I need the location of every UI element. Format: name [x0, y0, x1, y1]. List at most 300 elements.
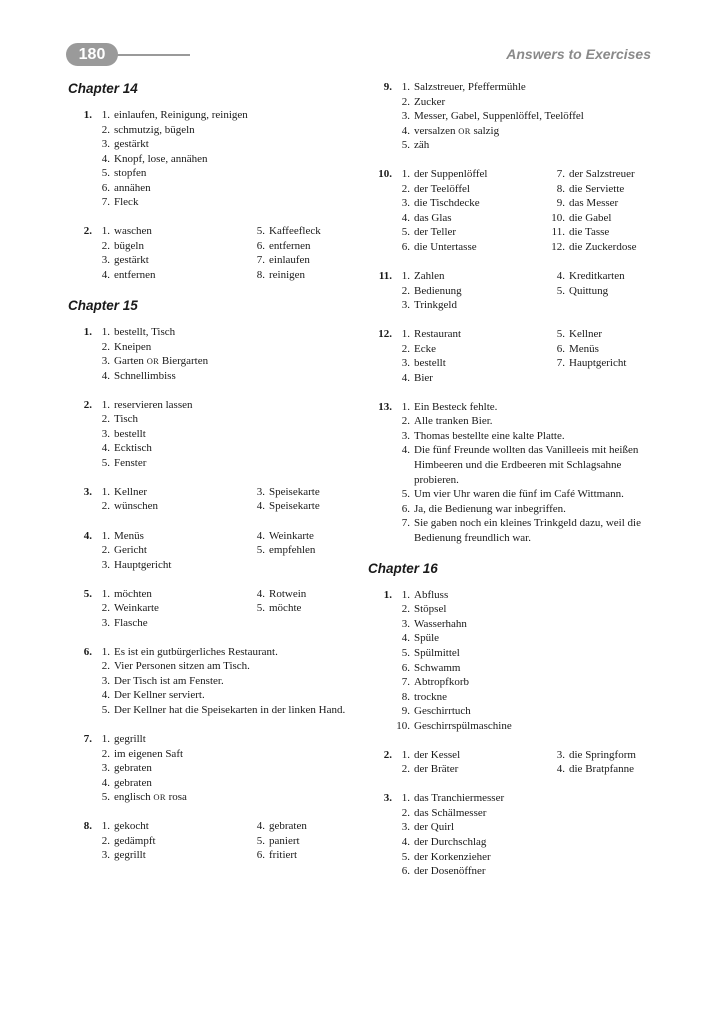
answer-item — [366, 602, 656, 617]
answer-text: Geschirrspülmaschine — [414, 719, 512, 732]
answer-text: Spülmittel — [414, 647, 460, 659]
answer-number: 5. — [101, 704, 110, 716]
exercise — [66, 529, 356, 573]
answer-item — [366, 631, 656, 646]
answer-text: das Messer — [569, 197, 619, 210]
answer-item — [366, 443, 656, 487]
answer-number: 2. — [401, 415, 410, 428]
exercise-number: 1. — [83, 109, 92, 121]
answer-number: 2. — [101, 123, 110, 136]
answer-item — [366, 182, 521, 197]
answer-text: fritiert — [269, 849, 298, 862]
answer-number: 4. — [401, 371, 410, 384]
answer-item — [366, 124, 656, 139]
answer-text: Kreditkarten — [569, 270, 625, 283]
answer-text: Speisekarte — [269, 485, 320, 498]
answer-text: Weinkarte — [269, 529, 314, 542]
answer-number: 5. — [401, 488, 410, 501]
answer-number: 3. — [556, 748, 565, 761]
answer-number: 1. — [401, 748, 410, 761]
answer-item — [221, 834, 307, 849]
answer-number: 1. — [101, 587, 110, 600]
answer-number: 6. — [401, 240, 410, 253]
answer-text: Zahlen — [414, 270, 445, 283]
answer-item — [221, 848, 307, 863]
answer-text: der Suppenlöffel — [414, 168, 488, 181]
answer-text: der Quirl — [414, 821, 455, 834]
answer-text: gestärkt — [114, 138, 149, 151]
answer-text: Ein Besteck fehlte. — [414, 400, 498, 413]
exercise — [366, 588, 656, 733]
answer-number: 2. — [101, 747, 110, 760]
answer-text: Menüs — [569, 342, 599, 355]
answer-text: Weinkarte — [114, 602, 159, 615]
answer-item — [66, 398, 356, 413]
answer-item — [366, 95, 656, 110]
answer-number: 8. — [401, 690, 410, 703]
answer-text: die Bratpfanne — [569, 763, 635, 776]
answer-text: Menüs — [114, 529, 144, 542]
answer-item — [521, 356, 626, 371]
answer-item — [366, 675, 656, 690]
answer-item — [366, 211, 521, 226]
exercise-number: 1. — [383, 588, 392, 601]
exercise-number: 2. — [83, 398, 92, 411]
answer-number: 4. — [101, 152, 110, 165]
answer-number: 12. — [551, 240, 565, 253]
answer-text: Bedienung — [414, 284, 462, 297]
answer-number: 7. — [556, 168, 565, 181]
answer-number: 11. — [551, 226, 565, 239]
answer-item — [66, 195, 356, 210]
answer-number: 1. — [101, 485, 110, 498]
answer-number: 7. — [401, 676, 410, 689]
answer-text: Ecke — [414, 342, 436, 355]
answer-item — [66, 268, 221, 283]
answer-text: die Serviette — [569, 182, 625, 195]
answer-text: gebraten — [114, 776, 152, 789]
answer-text: Ja, die Bedienung war inbegriffen. — [414, 502, 566, 515]
answer-text: bügeln — [114, 239, 144, 252]
answer-text: reinigen — [269, 268, 306, 281]
answer-text: Fenster — [114, 456, 147, 469]
answer-number: 4. — [401, 836, 410, 849]
answer-item — [366, 400, 656, 415]
answer-item — [66, 152, 356, 167]
answer-text: Der Tisch ist am Fenster. — [114, 674, 224, 687]
answer-text: Tisch — [114, 413, 139, 426]
answer-item — [366, 167, 521, 182]
answer-number: 2. — [101, 340, 110, 353]
answer-item — [366, 414, 656, 429]
answer-item — [66, 354, 356, 369]
answer-item — [366, 269, 521, 284]
exercise — [366, 748, 656, 777]
answer-text: versalzen OR salzig — [414, 124, 500, 137]
answer-number: 3. — [101, 674, 110, 687]
answer-number: 2. — [401, 806, 410, 819]
exercise-number: 2. — [83, 225, 92, 238]
answer-number: 4. — [401, 124, 410, 137]
answer-text: annähen — [114, 181, 151, 194]
answer-number: 3. — [401, 357, 410, 370]
answer-text: Alle tranken Bier. — [414, 415, 493, 428]
answer-text: einlaufen — [269, 254, 310, 267]
exercise — [366, 791, 656, 878]
answer-number: 5. — [401, 139, 410, 152]
answer-text: empfehlen — [269, 544, 316, 557]
running-head: Answers to Exercises — [506, 46, 651, 62]
exercise — [366, 269, 656, 313]
answer-text: Abfluss — [414, 588, 449, 601]
answer-text: reservieren lassen — [114, 398, 193, 411]
answer-number: 2. — [401, 763, 410, 776]
answer-number: 1. — [401, 400, 410, 413]
answer-number: 2. — [101, 413, 110, 426]
exercise-number: 5. — [83, 587, 92, 600]
answer-item — [66, 224, 221, 239]
answer-item — [366, 240, 521, 255]
answer-item — [66, 601, 221, 616]
answer-item — [221, 543, 315, 558]
answer-number: 5. — [256, 225, 265, 238]
answer-item — [66, 123, 356, 138]
answer-item — [366, 661, 656, 676]
answer-item — [521, 225, 637, 240]
answer-item — [366, 748, 521, 763]
answer-item — [521, 167, 637, 182]
answer-number: 5. — [256, 544, 265, 557]
answer-text: gestärkt — [114, 254, 149, 267]
answer-item — [366, 704, 656, 719]
answer-number: 1. — [401, 81, 410, 93]
answer-number: 1. — [401, 168, 410, 181]
answer-number: 9. — [556, 197, 565, 210]
answer-item — [366, 588, 656, 603]
answer-number: 3. — [101, 254, 110, 267]
answer-item — [366, 864, 656, 879]
exercise — [66, 587, 356, 631]
exercise — [66, 485, 356, 514]
answer-item — [366, 719, 656, 734]
exercise — [66, 398, 356, 471]
answer-text: Hauptgericht — [114, 558, 172, 571]
answer-text: gegrillt — [114, 849, 146, 862]
exercise-number: 9. — [383, 81, 392, 93]
answer-text: Es ist ein gutbürgerliches Restaurant. — [114, 645, 278, 658]
answer-text: Wasserhahn — [414, 617, 467, 630]
answer-item — [366, 516, 656, 545]
answer-item — [66, 848, 221, 863]
answer-number: 3. — [101, 138, 110, 151]
answer-item — [66, 543, 221, 558]
answer-number: 3. — [101, 762, 110, 775]
answer-number: 4. — [256, 820, 265, 833]
answer-text: englisch OR rosa — [114, 791, 187, 804]
answer-text: die Zuckerdose — [569, 240, 637, 253]
answer-item — [366, 502, 656, 517]
answer-item — [221, 224, 321, 239]
exercise-number: 11. — [378, 270, 392, 283]
answer-number: 3. — [101, 849, 110, 862]
exercise — [66, 325, 356, 383]
answer-number: 10. — [396, 719, 410, 732]
answer-number: 7. — [556, 357, 565, 370]
answer-text: einlaufen, Reinigung, reinigen — [114, 109, 248, 121]
answer-item — [66, 616, 221, 631]
answer-item — [66, 776, 356, 791]
answer-number: 10. — [551, 211, 565, 224]
answer-item — [521, 342, 626, 357]
answer-item — [366, 342, 521, 357]
answer-text: der Salzstreuer — [569, 168, 635, 181]
answer-number: 1. — [101, 225, 110, 238]
answer-text: gedämpft — [114, 834, 156, 847]
answer-text: Restaurant — [414, 328, 462, 341]
answer-item — [221, 601, 306, 616]
answer-number: 4. — [556, 270, 565, 283]
answer-number: 5. — [101, 167, 110, 180]
answer-number: 1. — [101, 398, 110, 411]
answer-number: 7. — [256, 254, 265, 267]
answer-number: 6. — [256, 849, 265, 862]
answer-item — [66, 688, 356, 703]
answer-item — [66, 761, 356, 776]
answer-item — [521, 284, 625, 299]
answer-text: Zucker — [414, 95, 446, 108]
answer-number: 5. — [256, 602, 265, 615]
answer-item — [366, 791, 656, 806]
answer-number: 2. — [101, 500, 110, 513]
answer-text: bestellt, Tisch — [114, 326, 176, 339]
exercise — [66, 108, 356, 210]
answer-item — [221, 819, 307, 834]
answer-item — [66, 412, 356, 427]
answer-item — [366, 850, 656, 865]
answer-item — [66, 790, 356, 805]
answer-text: waschen — [114, 225, 152, 238]
answer-item — [366, 284, 521, 299]
exercise-number: 3. — [383, 792, 392, 805]
answer-text: Sie gaben noch ein kleines Trinkgeld dazu, weil die Bedienung freundlich war. — [414, 517, 641, 544]
answer-number: 1. — [401, 328, 410, 341]
answer-number: 5. — [256, 834, 265, 847]
answer-number: 1. — [101, 529, 110, 542]
answer-item — [66, 499, 221, 514]
answer-number: 3. — [101, 355, 110, 368]
answer-text: Ecktisch — [114, 442, 152, 455]
answer-item — [521, 182, 637, 197]
answer-number: 6. — [401, 502, 410, 515]
answer-text: gegrillt — [114, 733, 146, 746]
answer-item — [521, 240, 637, 255]
answer-number: 5. — [401, 226, 410, 239]
answer-item — [66, 166, 356, 181]
answer-text: zäh — [414, 139, 430, 152]
answer-number: 8. — [556, 182, 565, 195]
answer-item — [521, 269, 625, 284]
answer-text: Bier — [414, 371, 433, 384]
answer-text: der Durchschlag — [414, 836, 487, 849]
answer-number: 7. — [401, 517, 410, 530]
answer-number: 7. — [101, 196, 110, 209]
answer-text: Die fünf Freunde wollten das Vanilleeis mit heißen Himbeeren und die Erdbeeren mit Schlagsahne probieren. — [414, 444, 639, 486]
answer-item — [366, 617, 656, 632]
answer-item — [66, 732, 356, 747]
answer-number: 5. — [401, 850, 410, 863]
answer-text: Der Kellner serviert. — [114, 689, 205, 702]
answer-number: 2. — [101, 239, 110, 252]
answer-number: 2. — [101, 544, 110, 557]
answer-number: 1. — [101, 820, 110, 833]
answer-item — [221, 529, 315, 544]
answer-item — [366, 429, 656, 444]
answer-text: Spüle — [414, 632, 440, 645]
answer-number: 3. — [101, 427, 110, 440]
answer-text: die Tasse — [569, 226, 610, 239]
answer-number: 2. — [101, 660, 110, 673]
answer-item — [366, 225, 521, 240]
answer-item — [521, 211, 637, 226]
answer-text: im eigenen Saft — [114, 747, 184, 760]
answer-text: Messer, Gabel, Suppenlöffel, Teelöffel — [414, 110, 584, 123]
answer-item — [66, 703, 356, 718]
answer-text: der Korkenzieher — [414, 850, 491, 863]
answer-item — [66, 747, 356, 762]
exercise — [366, 400, 656, 545]
answer-item — [66, 834, 221, 849]
answer-item — [66, 674, 356, 689]
answer-number: 6. — [256, 239, 265, 252]
answer-item — [366, 196, 521, 211]
answer-number: 5. — [556, 284, 565, 297]
answer-text: die Gabel — [569, 211, 612, 224]
answer-item — [366, 138, 656, 153]
answer-item — [366, 80, 656, 95]
answer-number: 6. — [556, 342, 565, 355]
answer-number: 4. — [401, 632, 410, 645]
answer-number: 2. — [401, 284, 410, 297]
answer-item — [366, 646, 656, 661]
answer-item — [221, 587, 306, 602]
answer-number: 3. — [401, 821, 410, 834]
answer-number: 3. — [256, 485, 265, 498]
answer-text: der Bräter — [414, 763, 459, 776]
answer-number: 4. — [256, 500, 265, 513]
answer-item — [366, 109, 656, 124]
answer-item — [66, 181, 356, 196]
answer-text: Kellner — [569, 328, 602, 341]
answer-item — [366, 327, 521, 342]
answer-item — [66, 659, 356, 674]
left-column — [66, 80, 356, 877]
answer-number: 4. — [101, 369, 110, 382]
exercise-number: 7. — [83, 733, 92, 746]
answer-item — [66, 427, 356, 442]
answer-text: schmutzig, bügeln — [114, 123, 195, 136]
answer-item — [366, 820, 656, 835]
answer-item — [66, 587, 221, 602]
answer-text: gebraten — [114, 762, 152, 775]
answer-item — [521, 762, 636, 777]
answer-item — [66, 369, 356, 384]
answer-item — [521, 196, 637, 211]
answer-item — [221, 253, 321, 268]
answer-number: 4. — [256, 587, 265, 600]
answer-number: 1. — [101, 326, 110, 339]
answer-item — [366, 371, 521, 386]
exercise — [366, 80, 656, 153]
answer-text: gekocht — [114, 820, 149, 833]
answer-text: Kellner — [114, 485, 147, 498]
exercise-number: 12. — [378, 328, 392, 341]
answer-text: entfernen — [269, 239, 311, 252]
answer-text: gebraten — [269, 820, 307, 833]
answer-text: Gericht — [114, 544, 147, 557]
answer-text: Knopf, lose, annähen — [114, 152, 208, 165]
page-number: 180 — [66, 43, 118, 66]
answer-text: Salzstreuer, Pfeffermühle — [414, 81, 526, 93]
answer-text: der Teelöffel — [414, 182, 470, 195]
exercise-number: 8. — [83, 820, 92, 833]
answer-text: Schwamm — [414, 661, 461, 674]
answer-text: Flasche — [114, 616, 148, 629]
answer-text: Quittung — [569, 284, 609, 297]
answer-number: 2. — [101, 602, 110, 615]
answer-text: der Kessel — [414, 748, 461, 761]
answer-text: die Tischdecke — [414, 197, 480, 210]
answer-item — [66, 485, 221, 500]
answer-number: 4. — [401, 211, 410, 224]
answer-text: Speisekarte — [269, 500, 320, 513]
answer-number: 2. — [401, 342, 410, 355]
answer-text: Der Kellner hat die Speisekarten in der linken Hand. — [114, 704, 346, 716]
answer-number: 4. — [101, 689, 110, 702]
answer-text: Abtropfkorb — [414, 676, 469, 689]
answer-text: bestellt — [114, 427, 146, 440]
answer-item — [521, 327, 626, 342]
answer-text: Fleck — [114, 196, 139, 209]
answer-number: 1. — [101, 645, 110, 658]
answer-item — [66, 558, 221, 573]
exercise — [66, 819, 356, 863]
answer-number: 1. — [401, 270, 410, 283]
exercise-number: 2. — [383, 748, 392, 761]
answer-item — [66, 325, 356, 340]
answer-number: 5. — [401, 647, 410, 659]
answer-text: Kneipen — [114, 340, 152, 353]
answer-item — [221, 485, 320, 500]
answer-item — [221, 268, 321, 283]
answer-item — [366, 762, 521, 777]
answer-number: 1. — [101, 733, 110, 746]
answer-text: Um vier Uhr waren die fünf im Café Wittmann. — [414, 488, 624, 501]
answer-number: 1. — [101, 109, 110, 121]
answer-number: 3. — [401, 617, 410, 630]
answer-number: 5. — [556, 328, 565, 341]
answer-text: paniert — [269, 834, 300, 847]
answer-item — [66, 340, 356, 355]
answer-number: 5. — [101, 456, 110, 469]
answer-text: möchte — [269, 602, 302, 615]
answer-text: der Teller — [414, 226, 457, 239]
answer-number: 4. — [101, 268, 110, 281]
answer-item — [221, 499, 320, 514]
answer-text: wünschen — [114, 500, 158, 513]
answer-number: 4. — [401, 444, 410, 457]
answer-text: bestellt — [414, 357, 446, 370]
answer-item — [66, 441, 356, 456]
